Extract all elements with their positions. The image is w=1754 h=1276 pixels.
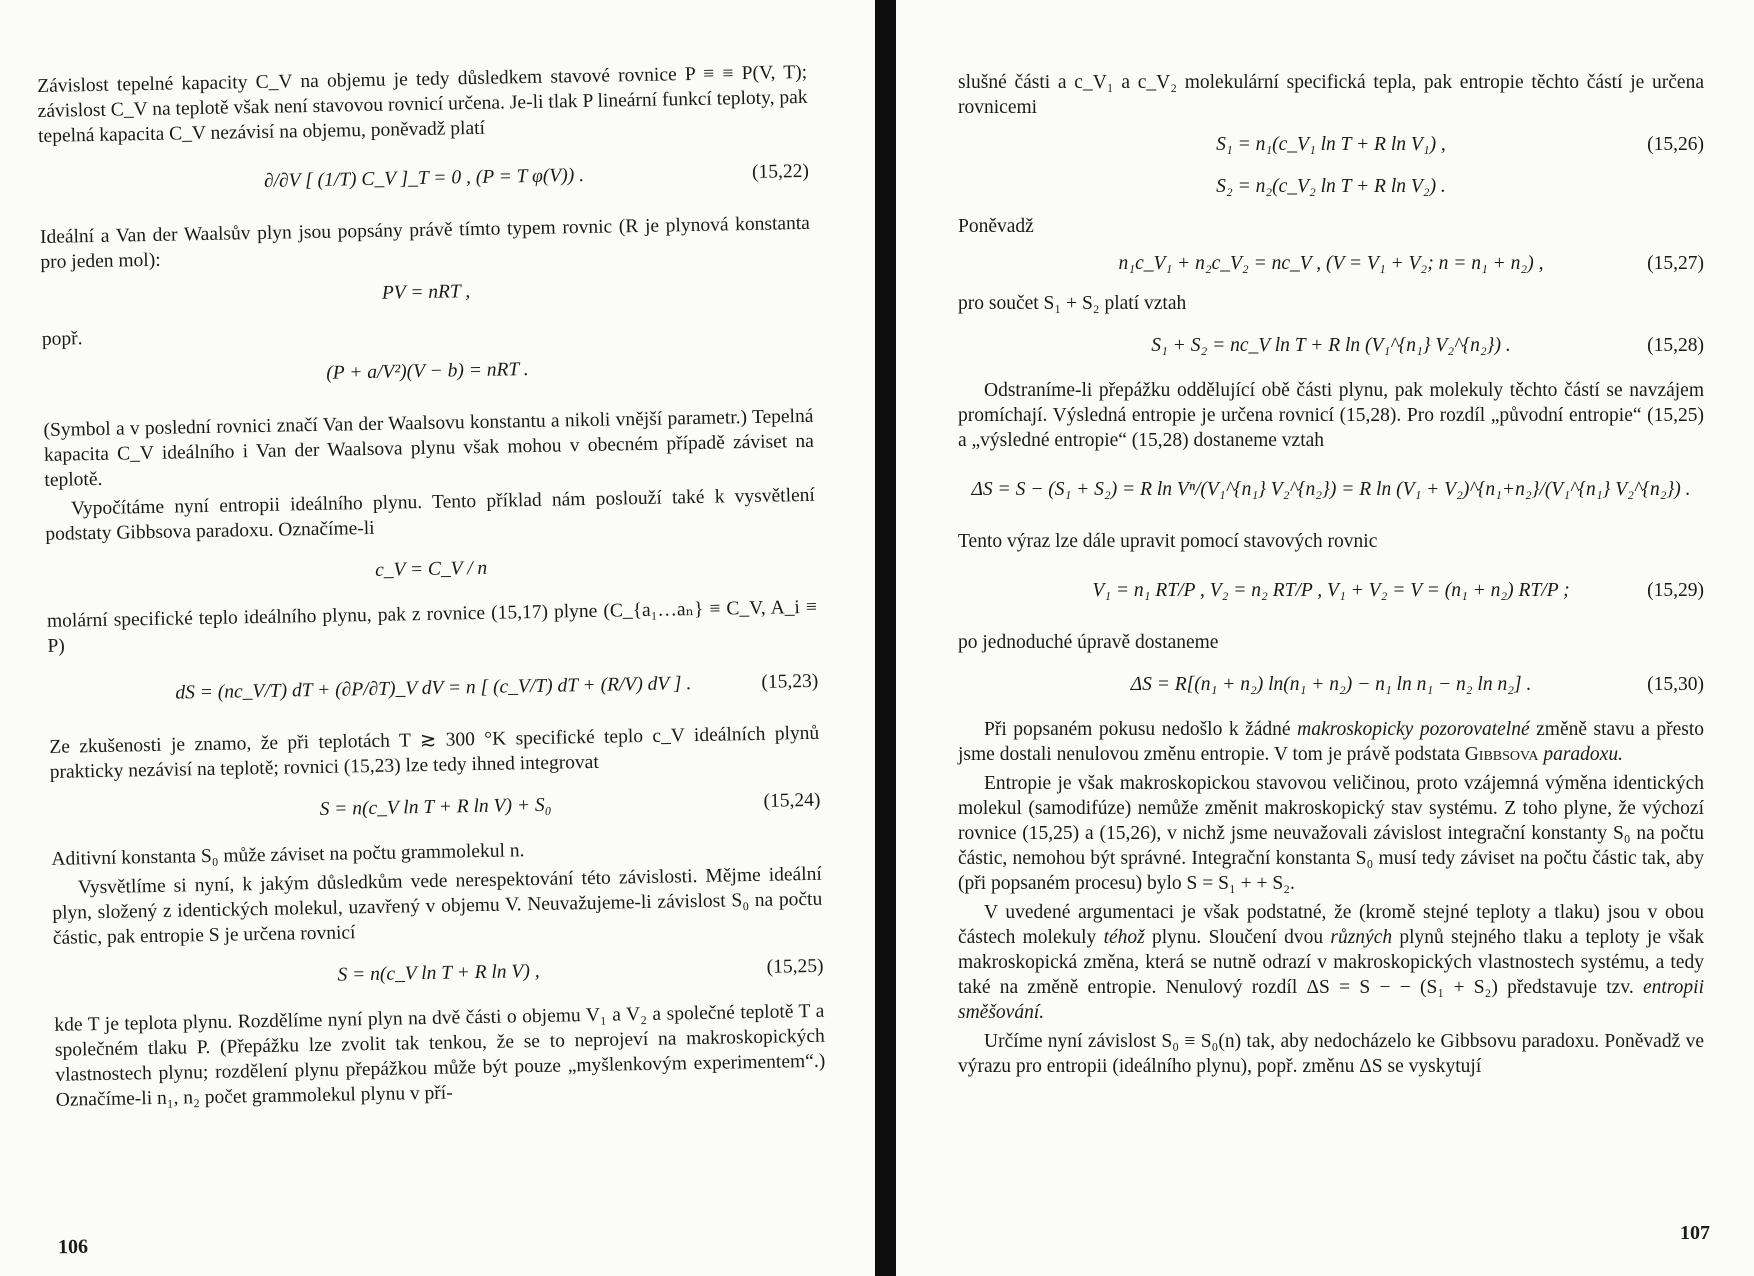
equation-number: (15,28) [1647,335,1704,356]
emphasis: téhož [1103,927,1145,948]
text-run: Při popsaném pokusu nedošlo k žádné [984,719,1298,740]
equation-body: ΔS = S − (S₁ + S₂) = R ln Vⁿ/(V₁^{n₁} V₂^{n₂}) = R ln (V₁ + V₂)^{n₁+n₂}/(V₁^{n₁} V₂^{n₂}) . [971,479,1691,500]
paragraph: kde T je teplota plynu. Rozdělíme nyní plyn na dvě části o objemu V₁ a V₂ a společné teplotě T a společném tlaku P. (Přepážku lze zvolit tak tenkou, že se to neprojeví na makroskopických vlastnostech plynu; rozdělení plynu přepážkou může být pouze „myšlenkovým experimentem“.) Označíme-li n₁, n₂ počet grammolekul plynu v pří- [54,1000,826,1111]
equation-body: S = n(c_V ln T + R ln V) + S₀ [319,794,552,820]
paragraph: Určíme nyní závislost S₀ ≡ S₀(n) tak, aby nedocházelo ke Gibbsovu paradoxu. Poněvadž ve výrazu pro entropii (ideálního plynu), popř. změnu ΔS se vyskytují [958,1031,1704,1077]
equation-number: (15,27) [1647,253,1704,274]
equation-number: (15,23) [761,670,819,693]
equation-15-26b [958,172,1704,202]
equation-15-27 [958,249,1704,279]
paragraph [958,717,1704,767]
right-text-column [958,70,1704,1083]
equation-number: (15,22) [751,160,810,183]
equation-cv [46,543,817,597]
text-run: plynu. Sloučení dvou [1144,927,1331,948]
equation-body: S = n(c_V ln T + R ln V) , [337,960,540,986]
paragraph: slušné části a c_V₁ a c_V₂ molekulární specifická tepla, pak entropie těchto částí je určena rovnicemi [958,72,1704,118]
equation-15-30 [958,665,1704,705]
label-ponevadz: Poněvadž [958,216,1034,237]
paragraph: molární specifické teplo ideálního plynu, pak z rovnice (15,17) plyne (C_{a₁…aₙ} ≡ C_V, A_i ≡ P) [46,596,818,657]
equation-15-29 [958,564,1704,618]
equation-body: S₂ = n₂(c_V₂ ln T + R ln V₂) . [1216,176,1446,197]
equation-15-26 [958,130,1704,160]
equation-body: ΔS = R[(n₁ + n₂) ln(n₁ + n₂) − n₁ ln n₁ − n₂ ln n₂] . [1130,674,1532,695]
emphasis: makroskopicky pozorovatelné [1297,719,1530,740]
paragraph: Aditivní konstanta S₀ může záviset na počtu grammolekul n. [51,840,525,870]
emphasis: paradoxu. [1543,744,1623,765]
right-page [896,0,1754,1276]
equation-number: (15,26) [1647,134,1704,155]
paragraph [958,900,1704,1025]
equation-body: c_V = C_V / n [374,557,488,581]
equation-body: dS = (nc_V/T) dT + (∂P/∂T)_V dV = n [ (c_V/T) dT + (R/V) dV ] . [175,673,692,704]
text-run: změně stavu a přesto jsme dostali nenulovou změnu entropie. V tom je právě podstata [958,719,1705,765]
equation-15-25 [53,947,824,1001]
paragraph: Vypočítáme nyní entropii ideálního plynu. Tento příklad nám poslouží také k vysvětlení podstaty Gibbsova paradoxu. Označíme-li [45,484,816,545]
paragraph: Odstraníme-li přepážku oddělující obě části plynu, pak molekuly těchto částí se navzájem promíchají. Výsledná entropie je určena rovnicí (15,28). Pro rozdíl „původní entropie“ (15,25) a „výsledné entropie“ (15,28) dostaneme vztah [958,380,1704,451]
paragraph: Závislost tepelné kapacity C_V na objemu je tedy důsledkem stavové rovnice P ≡ ≡ P(V, T); závislost C_V na teplotě však není stavovou rovnicí určena. Je-li tlak P lineární funkcí teploty, pak tepelná kapacita C_V nezávisí na objemu, poněvadž platí [37,61,808,147]
text-run: V uvedené argumentaci je však podstatné, že (kromě stejné teploty a tlaku) jsou v obou částech molekuly [958,902,1704,948]
paragraph: po jednoduché úpravě dostaneme [958,632,1219,653]
equation-number: (15,24) [763,789,821,812]
book-spine [875,0,896,1276]
equation-body: S₁ = n₁(c_V₁ ln T + R ln V₁) , [1216,134,1446,155]
equation-body: PV = nRT , [381,281,471,304]
emphasis: různých [1330,927,1393,948]
paragraph: Ze zkušenosti je znamo, že při teplotách T ≳ 300 °K specifické teplo c_V ideálních plynů prakticky nezávisí na teplotě; rovnici (15,23) lze tedy ihned integrovat [49,722,820,783]
paragraph: pro součet S₁ + S₂ platí vztah [958,293,1187,314]
equation-body: n₁c_V₁ + n₂c_V₂ = nc_V , (V = V₁ + V₂; n = n₁ + n₂) , [1118,253,1544,274]
paragraph: Tento výraz lze dále upravit pomocí stavových rovnic [958,531,1378,552]
equation-15-24 [50,781,821,835]
page-number: 107 [1680,1222,1710,1244]
label-popr: popř. [41,328,83,350]
paragraph: (Symbol a v poslední rovnici značí Van der Waalsovu konstantu a nikoli vnější parametr.) Tepelná kapacita C_V ideálního i Van der Waalsova plynu však mohou v obecném případě záviset na teplotě. [43,405,815,491]
equation-body: ∂/∂V [ (1/T) C_V ]_T = 0 , (P = T φ(V)) . [263,164,585,192]
paragraph: Vysvětlíme si nyní, k jakým důsledkům vede nerespektování této závislosti. Mějme ideální plyn, složený z identických molekul, uzavřený v objemu V. Neuvažujeme-li závislost S₀ na počtu částic, pak entropie S je určena rovnicí [52,863,823,949]
small-caps-name: Gibbsova [1464,744,1539,765]
paragraph: Ideální a Van der Waalsův plyn jsou popsány právě tímto typem rovnic (R je plynová konstanta pro jeden mol): [39,212,811,273]
left-text-column [37,60,826,1117]
left-page [0,0,875,1276]
equation-number: (15,29) [1647,580,1704,601]
equation-body: S₁ + S₂ = nc_V ln T + R ln (V₁^{n₁} V₂^{n₂}) . [1151,335,1511,356]
equation-body: V₁ = n₁ RT/P , V₂ = n₂ RT/P , V₁ + V₂ = V = (n₁ + n₂) RT/P ; [1092,580,1570,601]
equation-15-28 [958,326,1704,366]
equation-ideal-gas [41,271,811,315]
paragraph: Entropie je však makroskopickou stavovou veličinou, proto vzájemná výměna identických molekul (samodifúze) nemůže změnit makroskopický stav systému. Z toho plyne, že výchozí rovnice (15,25) a (15,26), v nichž jsme neuvažovali závislost integrační konstanty S₀ na počtu částic, nemohou být správné. Integrační konstanta S₀ musí tedy záviset na počtu částic tak, aby (při popsaném procesu) bylo S = S₁ + + S₂. [958,773,1704,894]
equation-15-23 [48,655,819,723]
equation-delta-s [958,463,1704,517]
equation-15-22 [39,145,810,213]
text-run: plynů stejného tlaku a teploty je však makroskopická změna, která se nutně odrazí v makroskopických vlastnostech systému, a tedy také na změně entropie. Nenulový rozdíl ΔS = S − − (S₁ + S₂) představuje tzv. [958,927,1704,998]
equation-body: (P + a/V²)(V − b) = nRT . [326,359,529,384]
emphasis: entropii směšování. [958,977,1704,1023]
equation-number: (15,30) [1647,674,1704,695]
equation-number: (15,25) [766,955,824,978]
page-number: 106 [57,1235,89,1259]
